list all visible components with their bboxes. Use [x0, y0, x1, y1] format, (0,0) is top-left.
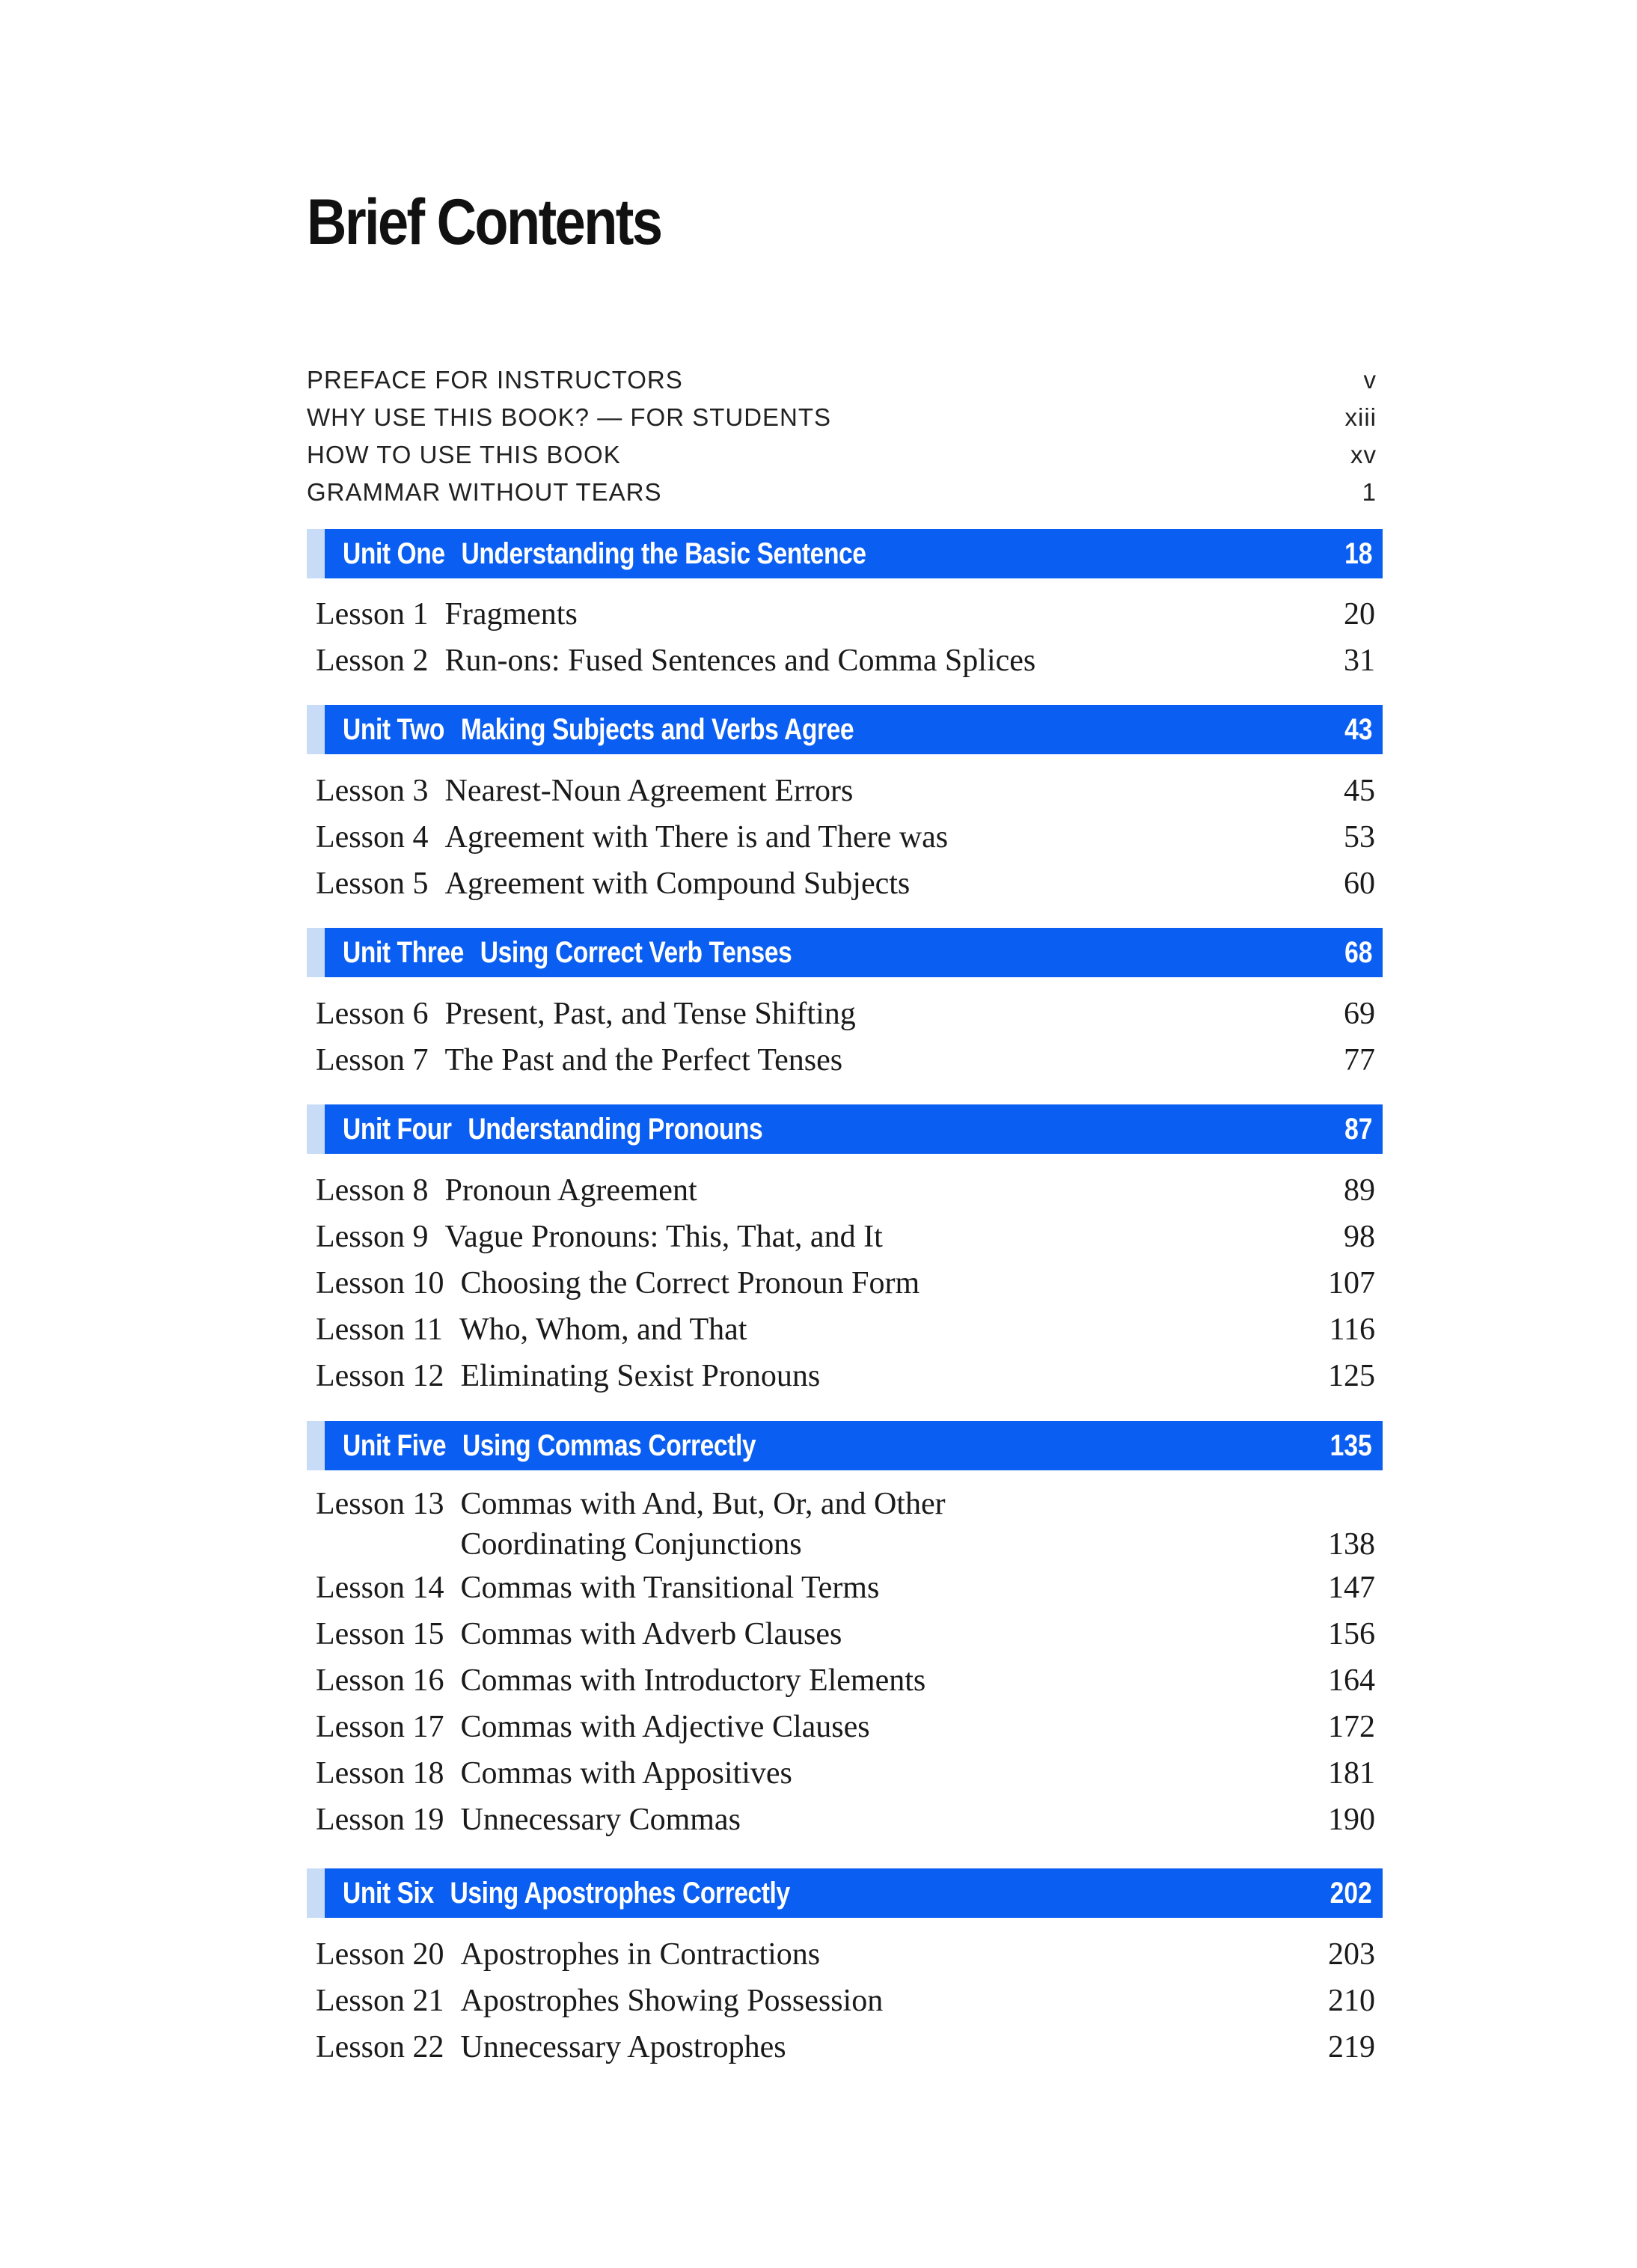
lesson-row [316, 1611, 1383, 1657]
lesson-number: Lesson 16 [316, 1663, 444, 1698]
lesson-row [316, 1353, 1383, 1399]
lesson-page: 210 [1328, 1984, 1375, 2018]
unit-four-lessons [316, 1167, 1383, 1399]
front-matter-label: HOW TO USE THIS BOOK [307, 441, 621, 468]
lesson-number: Lesson 11 [316, 1312, 443, 1347]
unit-name: Unit Three [343, 936, 464, 969]
unit-title: Using Correct Verb Tenses [480, 936, 792, 969]
lesson-row [316, 814, 1383, 861]
lesson-title: Run-ons: Fused Sentences and Comma Splices [444, 644, 1036, 678]
lesson-number: Lesson 21 [316, 1984, 444, 2018]
unit-name: Unit Two [343, 713, 444, 746]
lesson-page: 172 [1328, 1710, 1375, 1744]
lesson-row [316, 1037, 1383, 1083]
unit-page: 202 [1330, 1877, 1372, 1910]
unit-name: Unit Six [343, 1877, 434, 1910]
front-matter-page: xiii [1344, 403, 1377, 431]
lesson-row [316, 1306, 1383, 1353]
lesson-title: Unnecessary Commas [460, 1803, 741, 1837]
front-matter-row [307, 399, 1381, 436]
lesson-row [316, 768, 1383, 814]
lesson-title: Apostrophes Showing Possession [460, 1984, 884, 2018]
lesson-row [316, 638, 1383, 684]
lesson-row [316, 1750, 1383, 1797]
front-matter-row [307, 436, 1381, 474]
lesson-page: 107 [1328, 1266, 1375, 1300]
lesson-page: 98 [1344, 1220, 1375, 1254]
lesson-row [316, 1931, 1383, 1978]
lesson-title: Apostrophes in Contractions [460, 1937, 821, 1972]
unit-header-three [307, 928, 1383, 977]
unit-page: 135 [1330, 1429, 1372, 1462]
lesson-title: The Past and the Perfect Tenses [444, 1043, 843, 1078]
lesson-page: 147 [1328, 1571, 1375, 1605]
lesson-title: Commas with Transitional Terms [460, 1571, 880, 1605]
lesson-number: Lesson 2 [316, 644, 429, 678]
front-matter-row [307, 474, 1381, 511]
lesson-number: Lesson 20 [316, 1937, 444, 1972]
unit-page: 43 [1344, 713, 1372, 746]
lesson-title: Commas with Appositives [460, 1756, 792, 1791]
lesson-number: Lesson 3 [316, 774, 429, 808]
unit-header-two [307, 705, 1383, 754]
lesson-page: 69 [1344, 997, 1375, 1031]
front-matter-label: WHY USE THIS BOOK? — FOR STUDENTS [307, 403, 832, 431]
unit-title: Using Apostrophes Correctly [450, 1877, 790, 1910]
lesson-row [316, 1260, 1383, 1306]
lesson-number: Lesson 15 [316, 1617, 444, 1651]
lesson-page: 77 [1344, 1043, 1375, 1078]
lesson-row [316, 1167, 1383, 1214]
lesson-title: Commas with Adjective Clauses [460, 1710, 870, 1744]
front-matter-page: v [1363, 366, 1377, 394]
unit-title: Making Subjects and Verbs Agree [460, 713, 854, 746]
lesson-row [316, 1214, 1383, 1260]
lesson-row [316, 2024, 1383, 2070]
lesson-number: Lesson 1 [316, 597, 429, 632]
lesson-page: 89 [1344, 1173, 1375, 1208]
lesson-title: Present, Past, and Tense Shifting [444, 997, 856, 1031]
lesson-page: 116 [1329, 1312, 1375, 1347]
lesson-row [316, 861, 1383, 907]
front-matter-label: PREFACE FOR INSTRUCTORS [307, 366, 683, 394]
lesson-number: Lesson 12 [316, 1359, 444, 1393]
unit-page: 18 [1344, 537, 1372, 570]
lesson-row [316, 1484, 1383, 1565]
front-matter-page: xv [1350, 441, 1377, 468]
lesson-title: Agreement with There is and There was [444, 820, 949, 855]
unit-header-one [307, 529, 1383, 578]
unit-header-four [307, 1104, 1383, 1154]
lesson-page: 60 [1344, 866, 1375, 901]
lesson-page: 125 [1328, 1359, 1375, 1393]
lesson-row [316, 991, 1383, 1037]
lesson-number: Lesson 19 [316, 1803, 444, 1837]
front-matter-label: GRAMMAR WITHOUT TEARS [307, 478, 662, 506]
lesson-number: Lesson 14 [316, 1571, 444, 1605]
lesson-title: Agreement with Compound Subjects [444, 866, 911, 901]
lesson-row [316, 1978, 1383, 2024]
lesson-number: Lesson 8 [316, 1173, 429, 1208]
unit-one-lessons [316, 591, 1383, 684]
lesson-number: Lesson 4 [316, 820, 429, 855]
lesson-title: Commas with Adverb Clauses [460, 1617, 842, 1651]
lesson-page: 156 [1328, 1617, 1375, 1651]
lesson-page: 20 [1344, 597, 1375, 632]
lesson-title: Vague Pronouns: This, That, and It [444, 1220, 883, 1254]
lesson-page: 138 [1328, 1527, 1375, 1562]
unit-title: Understanding the Basic Sentence [461, 537, 866, 570]
front-matter-page: 1 [1362, 478, 1377, 506]
lesson-title: Eliminating Sexist Pronouns [460, 1359, 821, 1393]
lesson-page: 53 [1344, 820, 1375, 855]
lesson-number: Lesson 7 [316, 1043, 429, 1078]
lesson-title: Unnecessary Apostrophes [460, 2030, 786, 2064]
lesson-title: Commas with And, But, Or, and Other Coordinating Conjunctions [460, 1487, 946, 1562]
unit-five-lessons [316, 1484, 1383, 1843]
lesson-page: 164 [1328, 1663, 1375, 1698]
lesson-row [316, 1657, 1383, 1704]
lesson-page: 45 [1344, 774, 1375, 808]
unit-header-five [307, 1421, 1383, 1470]
front-matter-row [307, 361, 1381, 399]
lesson-row [316, 591, 1383, 638]
lesson-page: 181 [1328, 1756, 1375, 1791]
unit-page: 68 [1344, 936, 1372, 969]
unit-three-lessons [316, 991, 1383, 1083]
lesson-row [316, 1704, 1383, 1750]
unit-header-six [307, 1868, 1383, 1918]
page-title: Brief Contents [307, 186, 661, 258]
lesson-title: Nearest-Noun Agreement Errors [444, 774, 854, 808]
unit-page: 87 [1344, 1113, 1372, 1146]
lesson-title: Pronoun Agreement [444, 1173, 697, 1208]
unit-six-lessons [316, 1931, 1383, 2070]
lesson-number: Lesson 6 [316, 997, 429, 1031]
lesson-page: 190 [1328, 1803, 1375, 1837]
lesson-title: Fragments [444, 597, 578, 632]
unit-name: Unit Five [343, 1429, 447, 1462]
lesson-page: 203 [1328, 1937, 1375, 1972]
unit-name: Unit Four [343, 1113, 452, 1146]
lesson-number: Lesson 17 [316, 1710, 444, 1744]
lesson-number: Lesson 13 [316, 1487, 444, 1521]
lesson-number: Lesson 5 [316, 866, 429, 901]
lesson-number: Lesson 9 [316, 1220, 429, 1254]
lesson-page: 219 [1328, 2030, 1375, 2064]
lesson-title: Choosing the Correct Pronoun Form [460, 1266, 920, 1300]
lesson-title: Who, Whom, and That [459, 1312, 747, 1347]
lesson-page: 31 [1344, 644, 1375, 678]
lesson-title: Commas with Introductory Elements [460, 1663, 926, 1698]
lesson-number: Lesson 10 [316, 1266, 444, 1300]
lesson-number: Lesson 18 [316, 1756, 444, 1791]
unit-name: Unit One [343, 537, 445, 570]
lesson-row [316, 1565, 1383, 1611]
unit-two-lessons [316, 768, 1383, 907]
unit-title: Using Commas Correctly [462, 1429, 756, 1462]
front-matter-list [307, 361, 1381, 511]
lesson-row [316, 1797, 1383, 1843]
lesson-number: Lesson 22 [316, 2030, 444, 2064]
unit-title: Understanding Pronouns [468, 1113, 763, 1146]
